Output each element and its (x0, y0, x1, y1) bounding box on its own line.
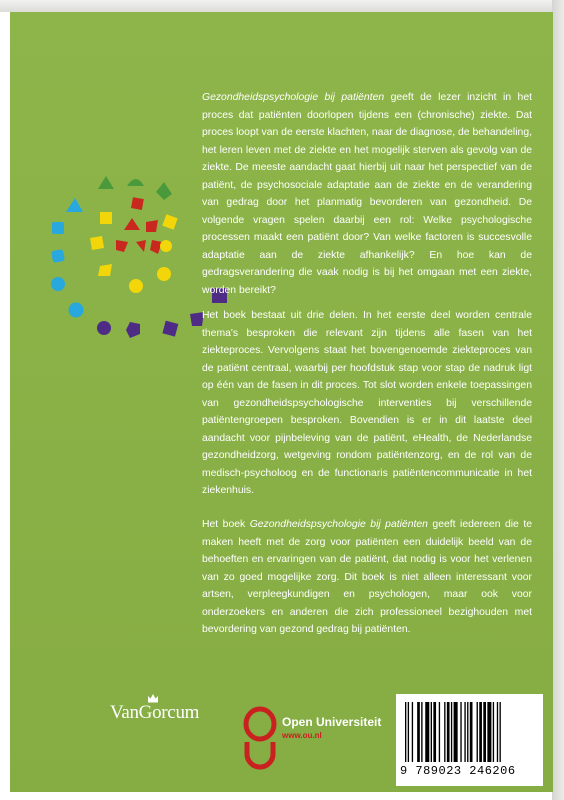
page-edge-top (0, 0, 564, 12)
shape-yellow-square (162, 214, 177, 229)
barcode-bar (405, 702, 406, 762)
barcode-bar (412, 702, 413, 762)
blurb-paragraph-intro (202, 89, 532, 299)
barcode-bar (497, 702, 498, 762)
shape-cyan-circle (51, 277, 65, 291)
shape-red-triangle (136, 240, 146, 252)
shape-yellow-triangle (98, 264, 112, 276)
barcode-bar (451, 702, 452, 762)
blurb-paragraph-structure: Het boek bestaat uit drie delen. In het eerste deel worden centrale thema's besproken die relevant zijn tijdens alle fasen van het ziekteproces. Vervolgens staat het bovengenoemde ziekteproces van de patiënt centraal, waarbij per hoofdstuk stap voor stap de nadruk ligt op één van de fasen in dit proces. Tot slot worden enkele toepassingen van gezondheidspsychologische interventies bij verschillende patiëntengroepen besproken. Bovendien is er in dit laatste deel aandacht voor pijnbeleving van de patiënt, eHealth, de Nederlandse gezondheidzorg, wetgeving rondom patiëntenzorg, en de rol van de medisch-psycholoog en de functionaris patiëntencommunicatie in het ziekenhuis. (202, 310, 532, 496)
barcode-bar (417, 702, 420, 762)
blurb-paragraph-audience (202, 516, 532, 639)
page-edge-right (552, 0, 564, 800)
blurb-paragraph-intro-text: geeft de lezer inzicht in het proces dat patiënten doorlopen tijdens een (chronische) ziekte. Dat proces loopt van de eerste klachten, naar de diagnose, de behandeling, het leren leven met de ziekte en het mogelijk sterven als gevolg van de ziekte. De meeste aandacht gaat hierbij uit naar het perspectief van de patiënt, de psychosociale adaptatie aan de ziekte en de verandering van gedrag door het planmatig bevorderen van gezondheid. De volgende vragen spelen daarbij een rol: Welke psychologische processen maakt een patiënt door? Van welke factoren is succesvolle adaptatie aan de ziekte afhankelijk? En hoe kan de gedragsverandering die vaak nodig is bij het omgaan met een ziekte, worden bereikt? (202, 92, 532, 296)
barcode-bar (464, 702, 465, 762)
shape-red-triangle (124, 218, 140, 230)
barcode-bar (454, 702, 458, 762)
barcode-bar (470, 702, 473, 762)
shape-red-square (116, 240, 128, 252)
shape-cyan-square (52, 222, 64, 234)
shape-red-square (131, 197, 144, 210)
isbn-barcode (396, 694, 543, 786)
shape-yellow-circle (157, 267, 171, 281)
barcode-bar (483, 702, 486, 762)
publisher-name-left: Van (110, 702, 139, 723)
barcode-bar (447, 702, 450, 762)
ou-logo-icon (242, 706, 278, 770)
isbn-digits: 9 789023 246206 (400, 764, 516, 778)
barcode-bar (500, 702, 501, 762)
book-title-italic: Gezondheidspsychologie bij patiënten (202, 92, 385, 103)
barcode-bar (439, 702, 440, 762)
shape-purple-square (162, 321, 178, 337)
publisher-name-right: Gorcum (138, 702, 200, 723)
barcode-bar (421, 702, 422, 762)
barcode-bars (405, 702, 535, 766)
barcode-bar (487, 702, 491, 762)
shape-green-triangle (98, 176, 114, 189)
blurb-paragraph-audience-text: geeft iedereen die te maken heeft met de zorg voor patiënten een duidelijk beeld van de behoeften en ervaringen van de patiënt, dat nodig is voor het verlenen van zo goed mogelijke zorg. Dit boek is niet alleen interessant voor artsen, verpleegkundigen en psychologen, maar ook voor onderzoekers en anderen die zich professioneel bezighouden met bevordering van gezond gedrag bij patiënten. (202, 519, 532, 635)
shape-green-triangle (127, 179, 144, 186)
barcode-bar (433, 702, 436, 762)
shape-green-triangle (156, 182, 172, 200)
shape-yellow-square (90, 236, 104, 250)
barcode-bar (408, 702, 409, 762)
publisher-logo-van-gorcum (110, 702, 199, 724)
partner-name: Open Universiteit (282, 715, 382, 729)
shape-cyan-square (51, 249, 65, 263)
barcode-bar (493, 702, 494, 762)
book-title-italic: Gezondheidspsychologie bij patiënten (249, 519, 428, 530)
barcode-bar (479, 702, 482, 762)
partner-url: www.ou.nl (282, 731, 322, 740)
shape-yellow-square (100, 212, 112, 224)
shape-purple-square (126, 322, 140, 338)
barcode-bar (460, 702, 461, 762)
barcode-bar (431, 702, 432, 762)
shape-yellow-circle (129, 279, 143, 293)
barcode-bar (477, 702, 478, 762)
shape-red-square (146, 220, 158, 232)
shape-yellow-circle (160, 240, 172, 252)
barcode-bar (467, 702, 468, 762)
shape-cyan-circle (69, 303, 84, 318)
shape-purple-circle (97, 321, 111, 335)
shape-cyan-triangle (66, 198, 83, 212)
barcode-bar (425, 702, 429, 762)
blurb-paragraph-audience-lead: Het boek (202, 519, 250, 530)
barcode-bar (444, 702, 445, 762)
cover-panel (10, 12, 553, 792)
